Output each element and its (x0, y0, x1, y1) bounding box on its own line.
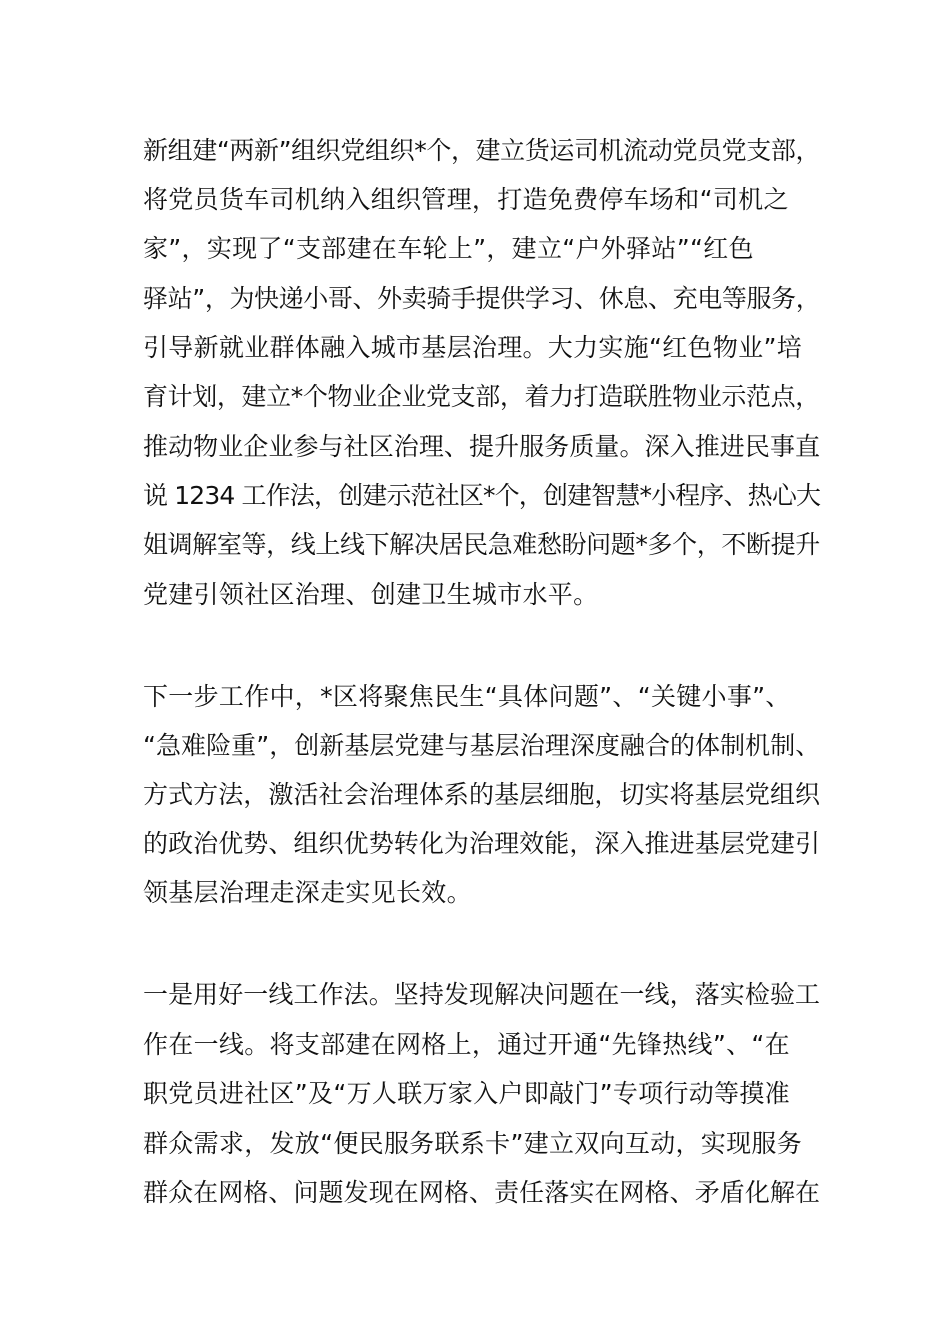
paragraph-1-line-3: 家”，实现了“支部建在车轮上”，建立“户外驿站”“红色 (143, 234, 754, 263)
paragraph-1-line-9: 姐调解室等，线上线下解决居民急难愁盼问题*多个，不断提升 (143, 530, 820, 559)
paragraph-3-line-1: 一是用好一线工作法。坚持发现解决问题在一线，落实检验工 (143, 980, 821, 1009)
paragraph-2-line-4: 的政治优势、组织优势转化为治理效能，深入推进基层党建引 (143, 829, 821, 858)
paragraph-3-line-5: 群众在网格、问题发现在网格、责任落实在网格、矛盾化解在 (143, 1178, 821, 1207)
paragraph-1-line-4: 驿站”，为快递小哥、外卖骑手提供学习、休息、充电等服务， (143, 284, 821, 313)
paragraph-1-line-8: 说 1234 工作法，创建示范社区*个，创建智慧*小程序、热心大 (143, 481, 821, 510)
paragraph-1-line-7: 推动物业企业参与社区治理、提升服务质量。深入推进民事直 (143, 432, 821, 461)
paragraph-1-line-6: 育计划，建立*个物业企业党支部，着力打造联胜物业示范点， (143, 382, 820, 411)
paragraph-2-line-1: 下一步工作中，*区将聚焦民生“具体问题”、“关键小事”、 (143, 682, 791, 711)
paragraph-2-line-5: 领基层治理走深走实见长效。 (143, 878, 472, 907)
paragraph-1-line-10: 党建引领社区治理、创建卫生城市水平。 (143, 580, 599, 609)
paragraph-3-line-4: 群众需求，发放“便民服务联系卡”建立双向互动，实现服务 (143, 1129, 803, 1158)
paragraph-2-line-2: “急难险重”，创新基层党建与基层治理深度融合的体制机制、 (143, 731, 821, 760)
paragraph-2-line-3: 方式方法，激活社会治理体系的基层细胞，切实将基层党组织 (143, 780, 821, 809)
paragraph-3-line-3: 职党员进社区”及“万人联万家入户即敲门”专项行动等摸准 (143, 1079, 790, 1108)
paragraph-1-line-1: 新组建“两新”组织党组织*个，建立货运司机流动党员党支部， (143, 136, 821, 165)
paragraph-1-line-5: 引导新就业群体融入城市基层治理。大力实施“红色物业”培 (143, 333, 803, 362)
paragraph-3-line-2: 作在一线。将支部建在网格上，通过开通“先锋热线”、“在 (143, 1030, 790, 1059)
paragraph-1-line-2: 将党员货车司机纳入组织管理，打造免费停车场和“司机之 (143, 185, 789, 214)
